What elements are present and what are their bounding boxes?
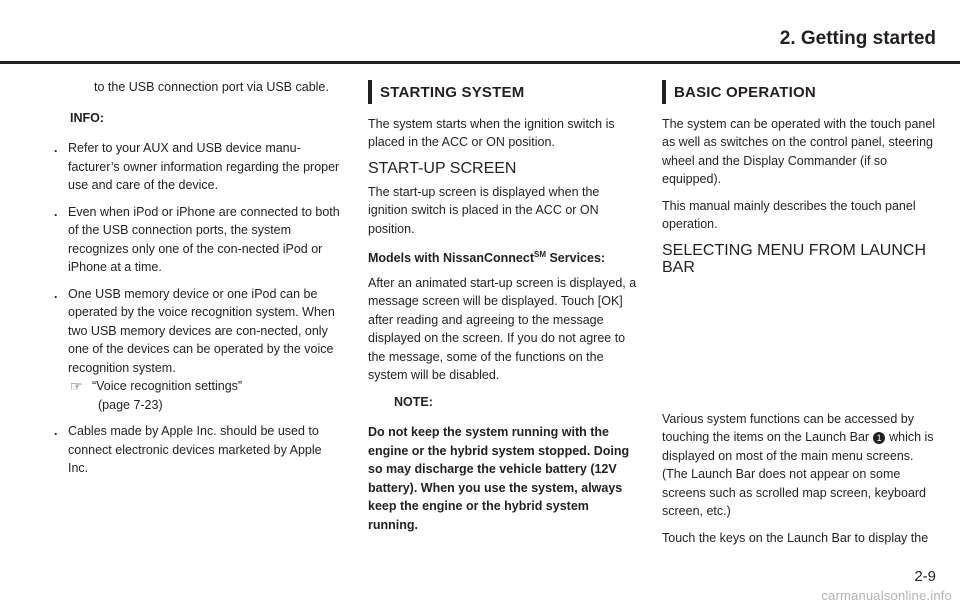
column-middle [368,78,641,542]
note-label: NOTE: [394,394,433,409]
bullet-text: Cables made by Apple Inc. should be used to connect electronic devices marketed by Apple Inc. [68,424,322,475]
cross-reference-page: (page 7-23) [98,397,163,412]
callout-1-icon: 1 [873,432,885,444]
paragraph: The start-up screen is displayed when the ignition switch is placed in the ACC or ON position. [368,184,600,236]
section-bar [368,80,372,104]
bullet-item [48,285,343,415]
models-heading [368,246,641,268]
section-heading [662,84,937,103]
bullet-item [48,203,343,277]
paragraph-text: which is displayed on most of the main menu screens. (The Launch Bar does not appear on some screens such as scrolled map screen, keyboard screen, etc.) [662,430,934,518]
paragraph-text: Various system functions can be accessed by touching the items on the Launch Bar [662,411,914,444]
bullet-item [48,422,343,478]
bullet-item [48,139,343,195]
cross-reference [68,377,343,396]
bullet-marker: . [54,424,58,438]
bullet-text: Refer to your AUX and USB device manu-facturer’s owner information regarding the proper use and care of the device. [68,141,340,192]
column-left [48,78,343,486]
paragraph: This manual mainly describes the touch panel operation. [662,198,916,231]
bullet-text: One USB memory device or one iPod can be operated by the voice recognition system. When two USB memory devices are con-nected, only one of the devices can be operated by the voice recognition system. [68,286,335,375]
bullet-marker: . [54,141,58,155]
column-right [662,78,937,555]
header-rule [0,61,960,64]
paragraph [662,410,937,521]
paragraph: Touch the keys on the Launch Bar to display the [662,530,929,545]
pointing-hand-icon: ☞ [70,378,83,394]
section-heading-text: STARTING SYSTEM [380,84,525,101]
models-heading-suffix: Services: [546,251,606,266]
bullet-text: Even when iPod or iPhone are connected to both of the USB connection ports, the system recognizes only one of the con-nected iPod or iPhone at a time. [68,204,340,274]
figure-space [662,282,937,410]
section-bar [662,80,666,104]
section-heading [368,84,641,103]
paragraph: The system can be operated with the touch panel as well as switches on the control panel, steering wheel and the Display Commander (if so equipped). [662,116,936,186]
bullet-marker: . [54,204,58,219]
watermark: carmanualsonline.info [821,588,952,603]
warning-text: Do not keep the system running with the engine or the hybrid system stopped. Doing so may discharge the vehicle battery (12V battery). When you use the system, always keep the engine or the hybrid system running. [368,425,630,532]
subsection-heading: SELECTING MENU FROM LAUNCH BAR [662,241,927,276]
bullet-marker: . [54,286,58,301]
paragraph: After an animated start-up screen is displayed, a message screen will be displayed. Touch [OK] after reading and agreeing to the message displayed on the screen. If you do not agree to the message, some of the functions on the system will be disabled. [368,275,637,383]
chapter-title: 2. Getting started [779,28,936,49]
page-number: 2-9 [914,568,936,585]
info-label: INFO: [70,110,105,125]
service-mark: SM [534,250,546,259]
paragraph: The system starts when the ignition switch is placed in the ACC or ON position. [368,116,615,149]
cross-reference-title: “Voice recognition settings” [92,379,243,393]
section-heading-text: BASIC OPERATION [674,84,816,101]
models-heading-text: Models with NissanConnect [368,251,534,266]
subsection-heading: START-UP SCREEN [368,159,517,177]
intro-text: to the USB connection port via USB cable. [94,80,329,94]
